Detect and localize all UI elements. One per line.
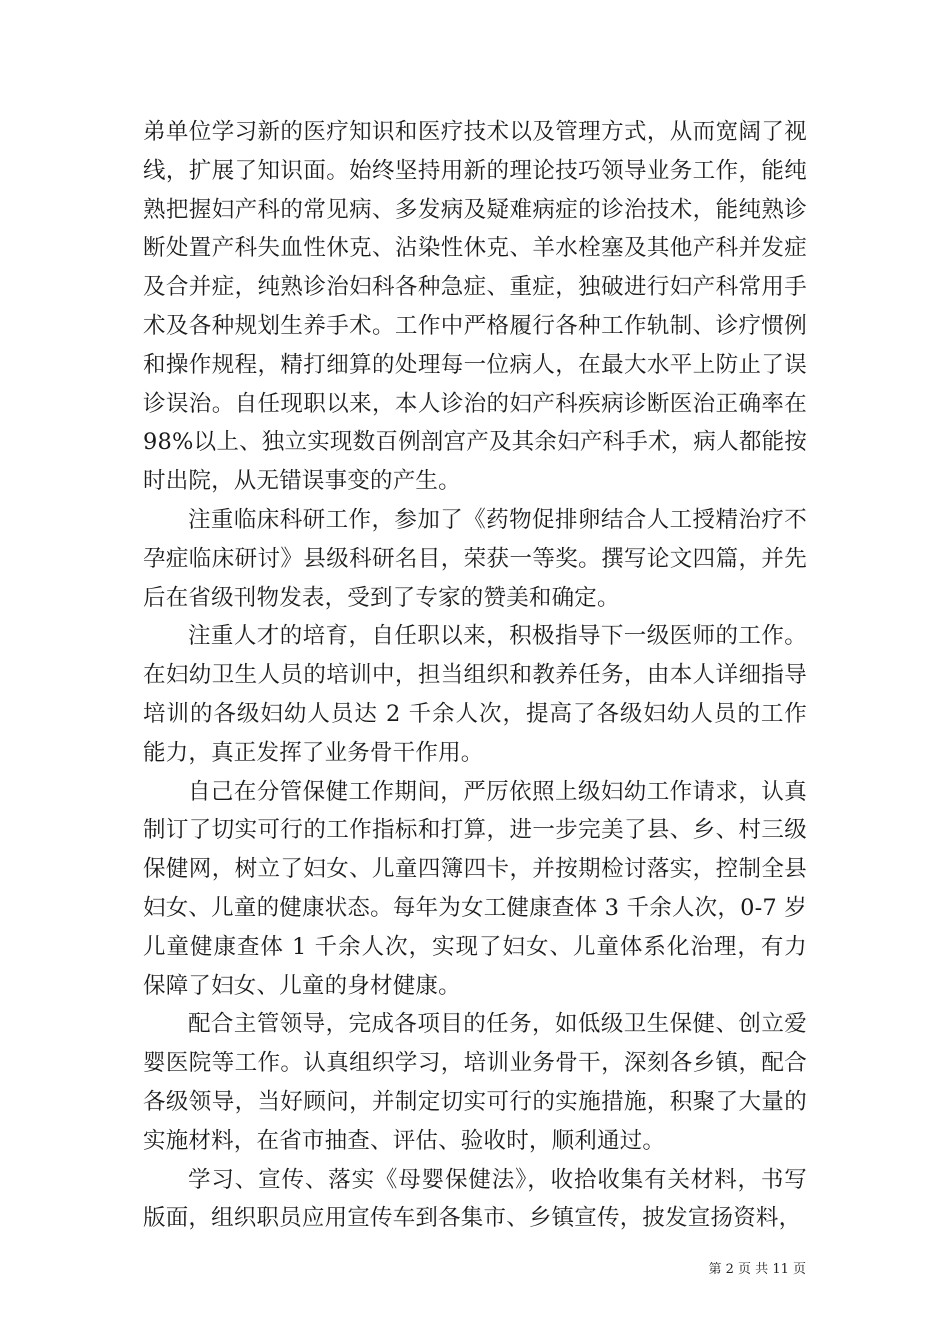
paragraph-2: 注重临床科研工作，参加了《药物促排卵结合人工授精治疗不孕症临床研讨》县级科研名目，荣获一等奖。撰写论文四篇，并先后在省级刊物发表，受到了专家的赞美和确定。	[143, 506, 807, 611]
paragraph-6: 学习、宣传、落实《母婴保健法》，收拾收集有关材料，书写版面，组织职员应用宣传车到各集市、乡镇宣传，披发宣扬资料，	[143, 1166, 807, 1232]
paragraph-5: 配合主管领导，完成各项目的任务，如低级卫生保健、创立爱婴医院等工作。认真组织学习，培训业务骨干，深刻各乡镇，配合各级领导，当好顾问，并制定切实可行的实施措施，积聚了大量的实施材料，在省市抽查、评估、验收时，顺利通过。	[143, 1011, 807, 1154]
paragraph-4: 自己在分管保健工作期间，严厉依照上级妇幼工作请求，认真制订了切实可行的工作指标和打算，进一步完美了县、乡、村三级保健网，树立了妇女、儿童四簿四卡，并按期检讨落实，控制全县妇女、儿童的健康状态。每年为女工健康查体 3 千余人次，0-7 岁儿童健康查体 1 千余人次，实现了妇女、儿童体系化治理，有力保障了妇女、儿童的身材健康。	[143, 778, 807, 999]
document-body	[143, 113, 807, 1238]
paragraph-1: 弟单位学习新的医疗知识和医疗技术以及管理方式，从而宽阔了视线，扩展了知识面。始终坚持用新的理论技巧领导业务工作，能纯熟把握妇产科的常见病、多发病及疑难病症的诊治技术，能纯熟诊断处置产科失血性休克、沾染性休克、羊水栓塞及其他产科并发症及合并症，纯熟诊治妇科各种急症、重症，独破进行妇产科常用手术及各种规划生养手术。工作中严格履行各种工作轨制、诊疗惯例和操作规程，精打细算的处理每一位病人，在最大水平上防止了误诊误治。自任现职以来，本人诊治的妇产科疾病诊断医治正确率在98%以上、独立实现数百例剖宫产及其余妇产科手术，病人都能按时出院，从无错误事变的产生。	[143, 119, 807, 495]
paragraph-3: 注重人才的培育，自任职以来，积极指导下一级医师的工作。在妇幼卫生人员的培训中，担当组织和教养任务，由本人详细指导培训的各级妇幼人员达 2 千余人次，提高了各级妇幼人员的工作能力，真正发挥了业务骨干作用。	[143, 623, 807, 766]
page-number-footer: 第 2 页 共 11 页	[708, 1262, 806, 1277]
